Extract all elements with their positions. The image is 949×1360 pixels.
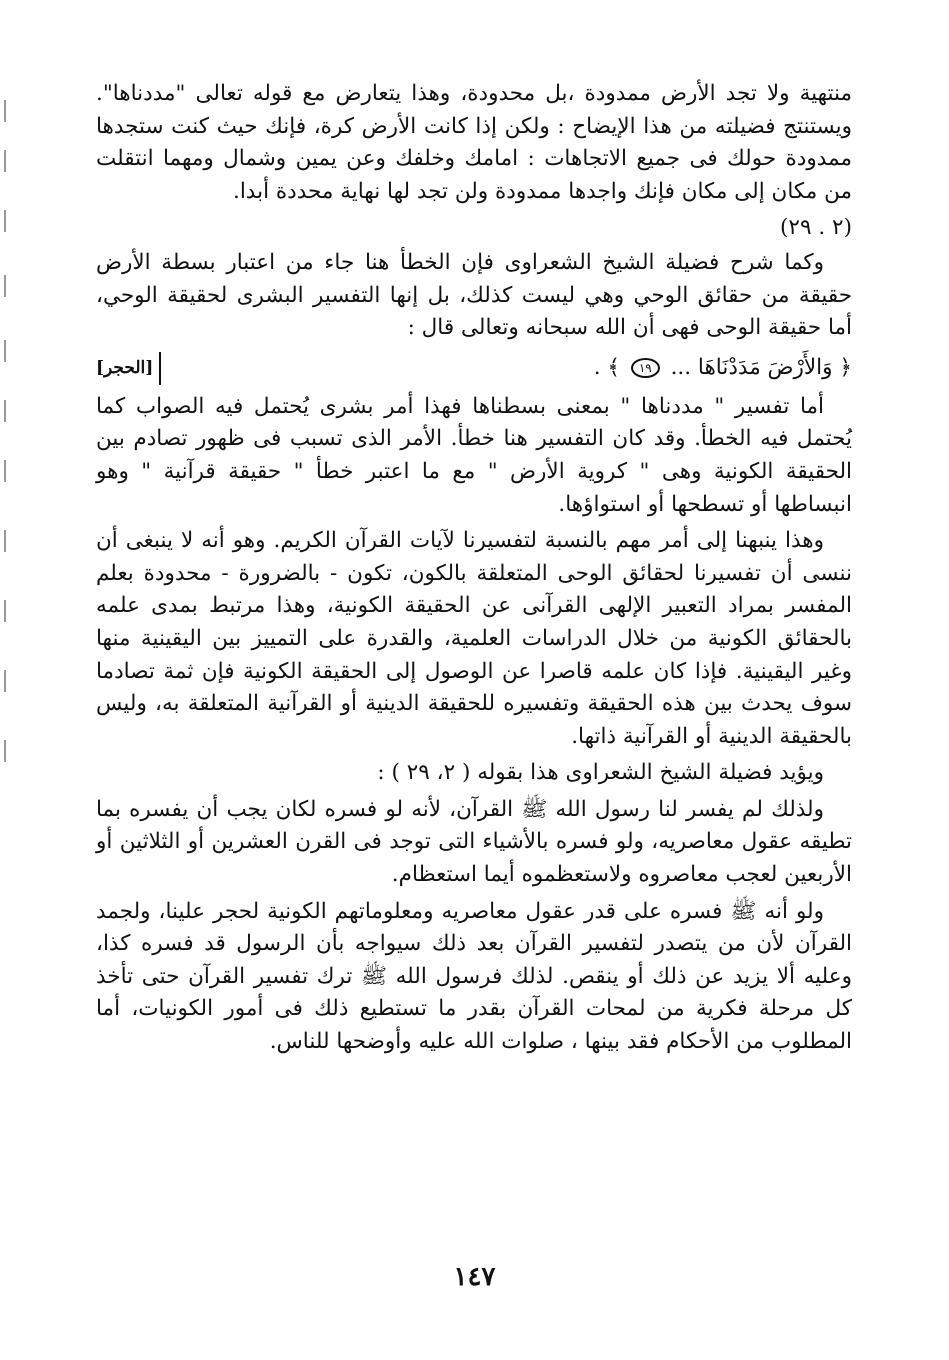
paragraph-3: أما تفسير " مددناها " بمعنى بسطناها فهذا أمر بشرى يُحتمل فيه الصواب كما يُحتمل فيه الخطأ. وقد كان التفسير هنا خطأ. الأمر الذى تسبب فى ظهور تصادم بين الحقيقة الكونية وهى " كروية الأرض " مع ما اعتبر خطأ " حقيقة قرآنية " وهو انبساطها أو تسطحها أو استواؤها. [96,393,852,517]
verse-open-bracket: ﴿ [839,355,852,381]
body-text [96,78,852,1063]
paragraph-5: ويؤيد فضيلة الشيخ الشعراوى هذا بقوله ( ٢، ٢٩ ) : [377,760,824,786]
paragraph-1: منتهية ولا تجد الأرض ممدودة ،بل محدودة، وهذا يتعارض مع قوله تعالى "مددناها". ويستنتج فضيلته من هذا الإيضاح : ولكن إذا كانت الأرض كرة، فإنك حيث كنت ستجدها ممدودة حولك فى جميع الاتجاهات : امامك وخلفك وعن يمين وشمال ومهما انتقلت من مكان إلى مكان فإنك واجدها ممدودة ولن تجد لها نهاية محددة أبدا. [96,81,852,204]
quran-verse [594,352,852,385]
paragraph-4: وهذا ينبهنا إلى أمر مهم بالنسبة لتفسيرنا لآيات القرآن الكريم. وهو أنه لا ينبغى أن ننسى أن تفسيرنا لحقائق الوحى المتعلقة بالكون، تكون - بالضرورة - محدودة بعلم المفسر بمراد التعبير الإلهى القرآنى عن الحقيقة الكونية، وهذا مرتبط بمدى علمه بالحقائق الكونية من خلال الدراسات العلمية، والقدرة على التمييز بين اليقينية منها وغير اليقينية. فإذا كان علمه قاصرا عن الوصول إلى الحقيقة الكونية فإن ثمة تصادما سوف يحدث بين هذه الحقيقة وتفسيره للحقيقة الدينية أو القرآنية المتعلقة به، وليس بالحقيقة الدينية أو القرآنية ذاتها. [96,528,852,749]
verse-close-bracket: ﴾ . [593,355,620,381]
paragraph-2: وكما شرح فضيلة الشيخ الشعراوى فإن الخطأ هنا جاء من اعتبار بسطة الأرض حقيقة من حقائق الوحي وهي ليست كذلك، بل إنها التفسير البشرى لحقيقة الوحي، أما حقيقة الوحى فهى أن الله سبحانه وتعالى قال : [96,249,852,341]
page-number: ١٤٧ [453,1262,496,1292]
scan-edge-marks [4,100,7,800]
sura-name: [الحجر] [96,352,161,385]
paragraph-7: ولو أنه ﷺ فسره على قدر عقول معاصريه ومعلوماتهم الكونية لحجر علينا، ولجمد القرآن لأن من يتصدر لتفسير القرآن بعد ذلك سيواجه بأن الرسول قد فسره كذا، وعليه ألا يزيد عن ذلك أو ينقص. لذلك فرسول الله ﷺ ترك تفسير القرآن حتى تأخذ كل مرحلة فكرية من لمحات القرآن بقدر ما تستطيع ذلك فى أمور الكونيات، أما المطلوب من الأحكام فقد بينها ، صلوات الله عليه وأوضحها للناس. [96,898,852,1055]
quran-verse-line [96,349,852,389]
verse-number-badge: ١٩ [631,358,660,378]
paragraph-6: ولذلك لم يفسر لنا رسول الله ﷺ القرآن، لأنه لو فسره لكان يجب أن يفسره بما تطيقه عقول معاصريه، ولو فسره بالأشياء التى توجد فى القرن العشرين أو الثلاثين أو الأربعين لعجب معاصروه ولاستعظموه أيما استعظام. [96,796,852,888]
verse-text: وَالأَرْضَ مَدَدْنَاهَا ... [670,355,833,381]
citation-ref-1: (٢ . ٢٩) [780,215,852,241]
